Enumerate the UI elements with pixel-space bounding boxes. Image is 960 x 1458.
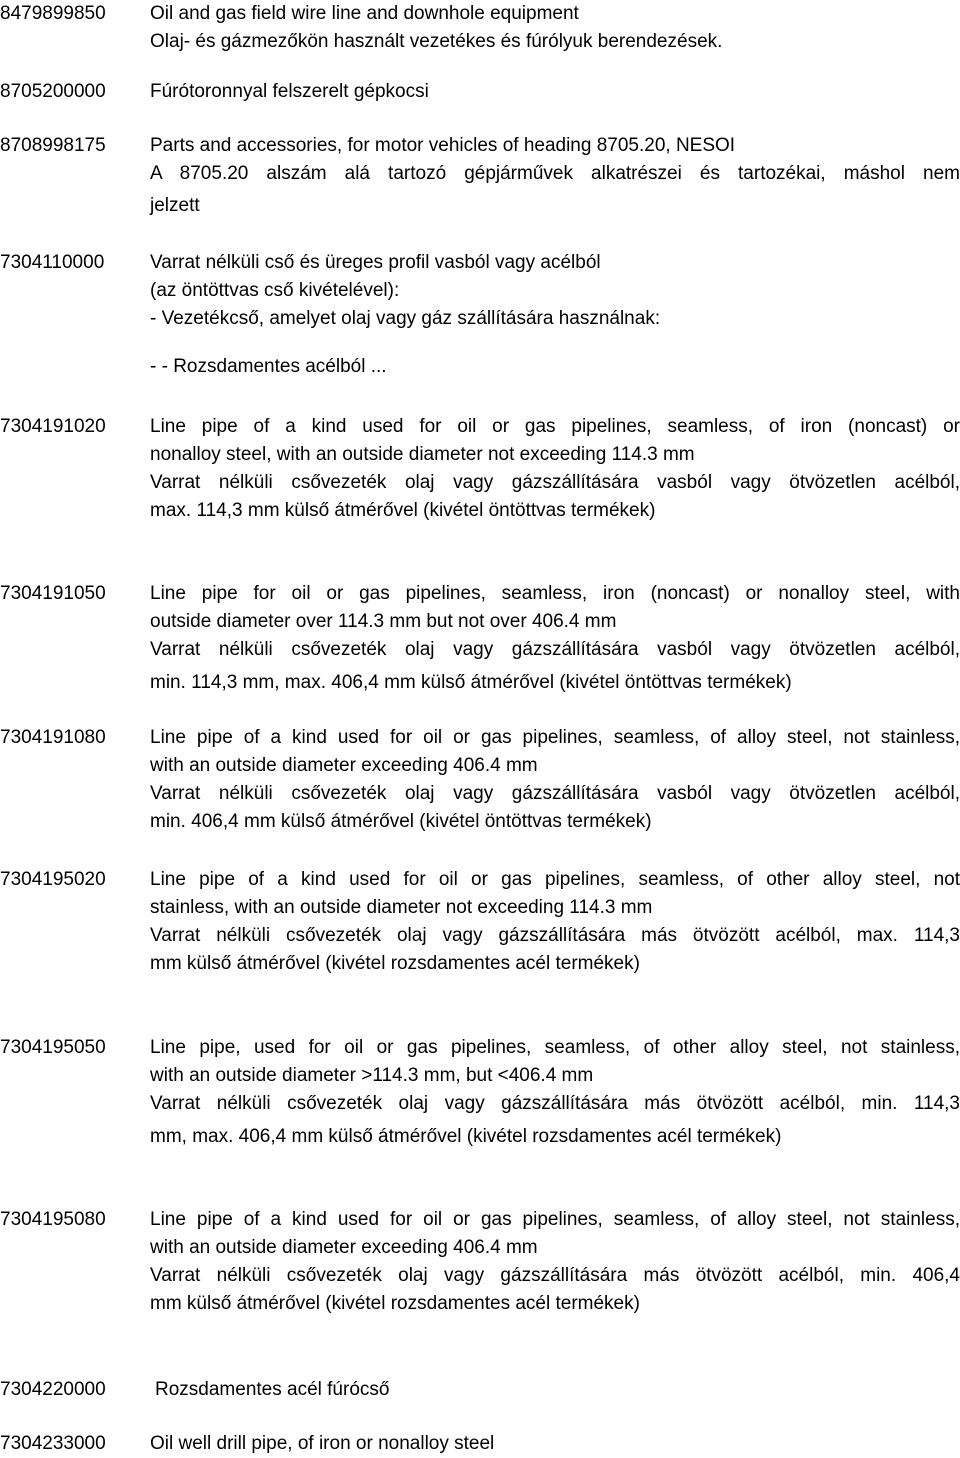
- description-line: stainless, with an outside diameter not exceeding 114.3 mm: [150, 897, 653, 918]
- line-spacer: [150, 333, 960, 343]
- description-line: Oil well drill pipe, of iron or nonalloy steel: [150, 1433, 495, 1454]
- description-line: Olaj- és gázmezőkön használt vezetékes és fúrólyuk berendezések.: [150, 31, 723, 52]
- description-line: Varrat nélküli csővezeték olaj vagy gázszállítására más ötvözött acélból, min. 114,3: [150, 1093, 960, 1114]
- tariff-description: [150, 413, 960, 525]
- tariff-code: 7304195050: [0, 1037, 106, 1058]
- description-line: min. 114,3 mm, max. 406,4 mm külső átmérővel (kivétel öntöttvas termékek): [150, 672, 792, 693]
- description-line: with an outside diameter exceeding 406.4 mm: [150, 755, 538, 776]
- tariff-code: 8708998175: [0, 135, 106, 156]
- description-line: Line pipe of a kind used for oil or gas pipelines, seamless, of iron (noncast) or: [150, 416, 960, 437]
- tariff-description: [150, 78, 960, 106]
- tariff-code: 7304191050: [0, 583, 106, 604]
- description-line: Line pipe of a kind used for oil or gas pipelines, seamless, of alloy steel, not stainless,: [150, 1209, 960, 1230]
- tariff-description: [150, 132, 960, 220]
- description-line: with an outside diameter exceeding 406.4 mm: [150, 1237, 538, 1258]
- description-line: jelzett: [150, 195, 200, 216]
- description-line: Rozsdamentes acél fúrócső: [155, 1379, 390, 1400]
- tariff-description: [150, 724, 960, 836]
- tariff-description: [150, 0, 960, 56]
- description-line: mm, max. 406,4 mm külső átmérővel (kivétel rozsdamentes acél termékek): [150, 1126, 782, 1147]
- tariff-code: 8479899850: [0, 3, 106, 24]
- description-line: mm külső átmérővel (kivétel rozsdamentes acél termékek): [150, 1293, 640, 1314]
- description-line: mm külső átmérővel (kivétel rozsdamentes acél termékek): [150, 953, 640, 974]
- description-line: Varrat nélküli csővezeték olaj vagy gázszállítására vasból vagy ötvözetlen acélból,: [150, 639, 960, 660]
- description-line: Varrat nélküli csővezeték olaj vagy gázszállítására vasból vagy ötvözetlen acélból,: [150, 783, 960, 804]
- description-line: Fúrótoronnyal felszerelt gépkocsi: [150, 81, 429, 102]
- tariff-code: 7304191080: [0, 727, 106, 748]
- description-line: Varrat nélküli cső és üreges profil vasból vagy acélból: [150, 252, 601, 273]
- tariff-code: 8705200000: [0, 81, 106, 102]
- description-line: Parts and accessories, for motor vehicles of heading 8705.20, NESOI: [150, 135, 736, 156]
- tariff-description: [150, 866, 960, 978]
- description-line: Line pipe, used for oil or gas pipelines, seamless, of other alloy steel, not stainless,: [150, 1037, 960, 1058]
- description-line: Line pipe for oil or gas pipelines, seamless, iron (noncast) or nonalloy steel, with: [150, 583, 960, 604]
- tariff-description: [150, 1430, 960, 1458]
- description-line: nonalloy steel, with an outside diameter not exceeding 114.3 mm: [150, 444, 695, 465]
- description-line: Varrat nélküli csővezeték olaj vagy gázszállítására más ötvözött acélból, min. 406,4: [150, 1265, 960, 1286]
- tariff-code: 7304220000: [0, 1379, 106, 1400]
- description-line: max. 114,3 mm külső átmérővel (kivétel öntöttvas termékek): [150, 500, 656, 521]
- description-line: Varrat nélküli csővezeték olaj vagy gázszállítására vasból vagy ötvözetlen acélból,: [150, 472, 960, 493]
- tariff-description: [150, 249, 960, 381]
- description-line: Line pipe of a kind used for oil or gas pipelines, seamless, of other alloy steel, not: [150, 869, 960, 890]
- tariff-code: 7304110000: [0, 252, 105, 273]
- tariff-code: 7304233000: [0, 1433, 106, 1454]
- description-line: outside diameter over 114.3 mm but not over 406.4 mm: [150, 611, 617, 632]
- tariff-description: [155, 1376, 960, 1404]
- description-line: - - Rozsdamentes acélból ...: [150, 356, 387, 377]
- tariff-description: [150, 1034, 960, 1151]
- tariff-description: [150, 580, 960, 697]
- description-line: Line pipe of a kind used for oil or gas pipelines, seamless, of alloy steel, not stainless,: [150, 727, 960, 748]
- description-line: A 8705.20 alszám alá tartozó gépjárművek alkatrészei és tartozékai, máshol nem: [150, 163, 960, 184]
- tariff-code: 7304195020: [0, 869, 106, 890]
- tariff-code: 7304195080: [0, 1209, 106, 1230]
- description-line: Varrat nélküli csővezeték olaj vagy gázszállítására más ötvözött acélból, max. 114,3: [150, 925, 960, 946]
- tariff-code: 7304191020: [0, 416, 106, 437]
- description-line: - Vezetékcső, amelyet olaj vagy gáz szállítására használnak:: [150, 308, 661, 329]
- description-line: with an outside diameter >114.3 mm, but <406.4 mm: [150, 1065, 594, 1086]
- description-line: Oil and gas field wire line and downhole equipment: [150, 3, 579, 24]
- description-line: min. 406,4 mm külső átmérővel (kivétel öntöttvas termékek): [150, 811, 652, 832]
- tariff-description: [150, 1206, 960, 1318]
- description-line: (az öntöttvas cső kivételével):: [150, 280, 400, 301]
